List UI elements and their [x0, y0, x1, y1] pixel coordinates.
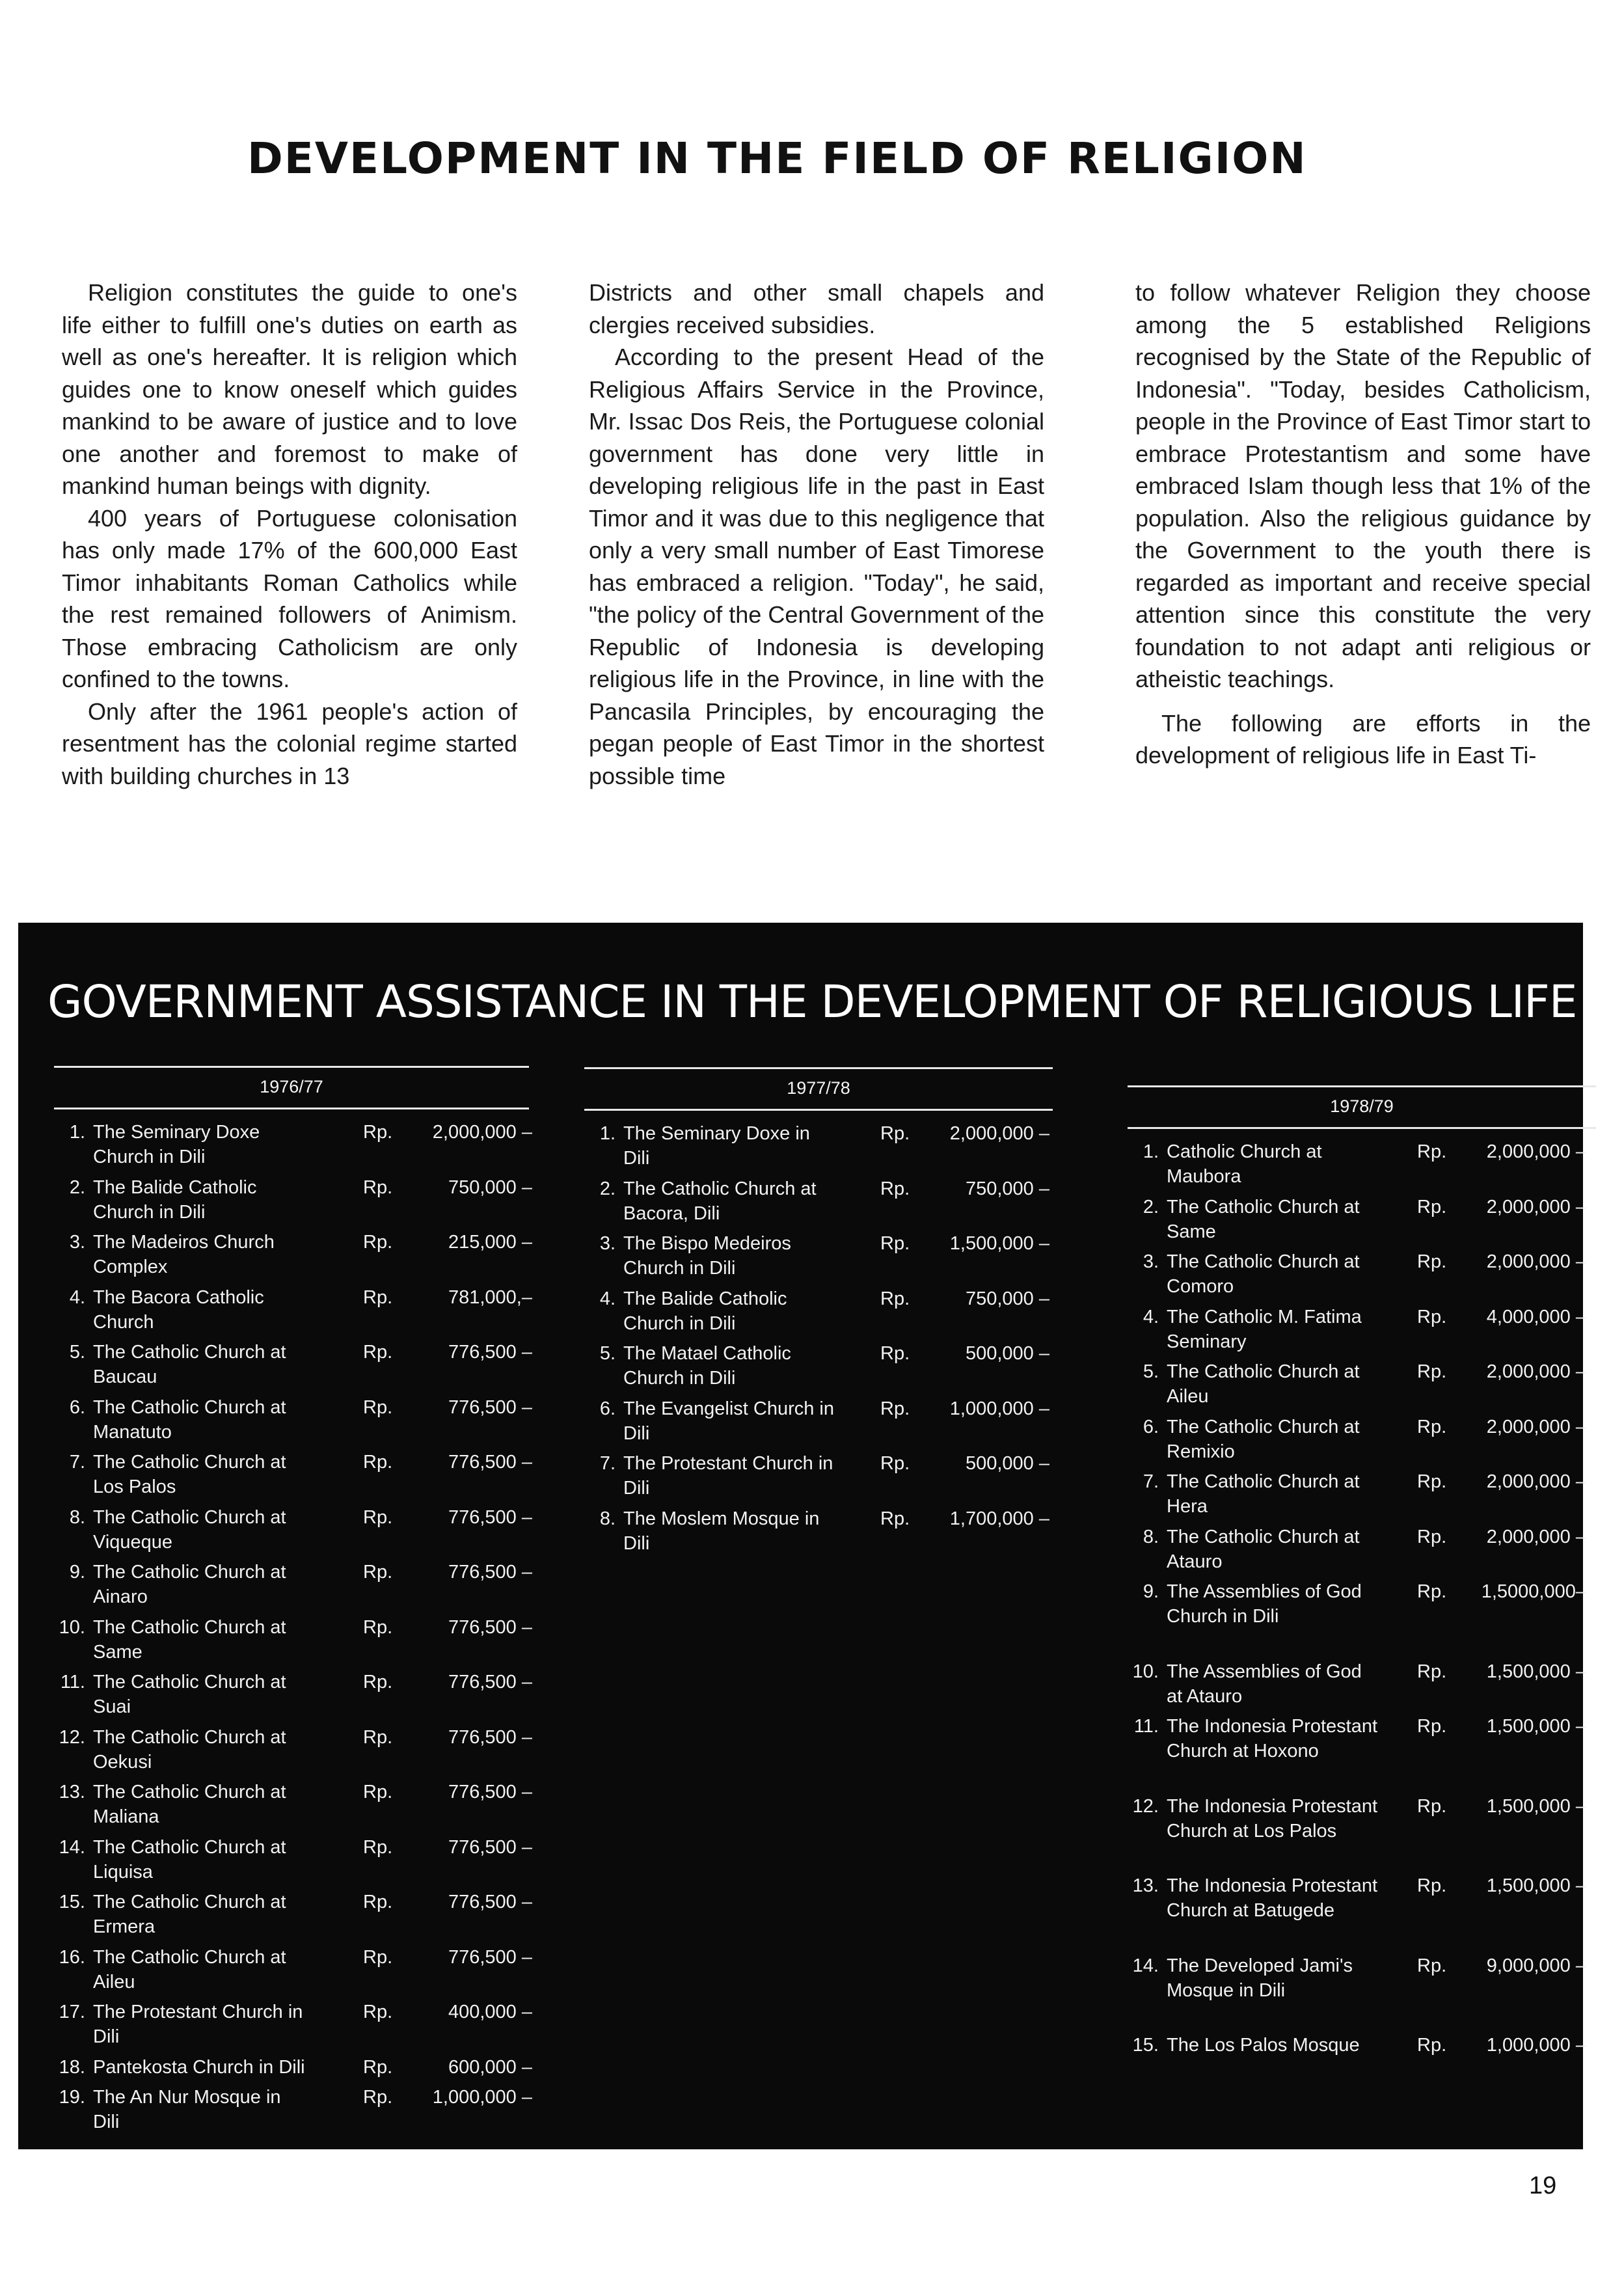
- grant-amount: 750,000 –: [448, 1176, 532, 1198]
- grant-amount: 2,000,000 –: [1486, 1196, 1586, 1217]
- recipient-name: The Catholic Church at Comoro: [1167, 1251, 1360, 1297]
- grant-entry: [1128, 1953, 1596, 2028]
- entry-number: 17.: [59, 2002, 85, 2022]
- recipient-name: The An Nur Mosque in Dili: [93, 2086, 281, 2132]
- grant-amount: 2,000,000 –: [1486, 1251, 1586, 1272]
- article-column-2: [589, 277, 1044, 792]
- grant-entry: [584, 1286, 1053, 1336]
- recipient-name: The Catholic Church at Oekusi: [93, 1726, 286, 1773]
- grant-amount: 600,000 –: [448, 2056, 532, 2078]
- recipient-name: The Matael Catholic Church in Dili: [623, 1343, 791, 1389]
- grant-entry: [54, 1615, 532, 1665]
- entry-number: 2.: [69, 1176, 85, 1198]
- grant-amount: 776,500 –: [448, 1616, 532, 1638]
- entry-number: 5.: [69, 1342, 85, 1363]
- currency-label: Rp.: [363, 2086, 393, 2108]
- recipient-name: The Evangelist Church in Dili: [623, 1398, 834, 1444]
- grant-amount: 776,500 –: [448, 1396, 532, 1418]
- grant-entry: [54, 1835, 532, 1884]
- currency-label: Rp.: [363, 1562, 393, 1583]
- entry-number: 10.: [1132, 1661, 1159, 1682]
- currency-label: Rp.: [363, 1342, 393, 1363]
- grant-entry: [1128, 1249, 1596, 1299]
- currency-label: Rp.: [1417, 1875, 1447, 1896]
- currency-label: Rp.: [880, 1123, 910, 1144]
- grant-entry: [584, 1231, 1053, 1281]
- currency-label: Rp.: [880, 1178, 910, 1199]
- currency-label: Rp.: [363, 1396, 393, 1418]
- currency-label: Rp.: [1417, 1361, 1447, 1382]
- currency-label: Rp.: [363, 1726, 393, 1748]
- currency-label: Rp.: [363, 2056, 393, 2078]
- entry-number: 3.: [599, 1233, 616, 1254]
- entry-number: 8.: [1143, 1526, 1159, 1547]
- currency-label: Rp.: [880, 1343, 910, 1364]
- grant-amount: 2,000,000 –: [1486, 1416, 1586, 1437]
- recipient-name: The Indonesia Protestant Church at Batugede: [1167, 1875, 1378, 1921]
- grant-entry: [584, 1341, 1053, 1391]
- recipient-name: The Bispo Medeiros Church in Dili: [623, 1233, 791, 1279]
- grant-amount: 1,000,000 –: [1486, 2035, 1586, 2056]
- currency-label: Rp.: [363, 1452, 393, 1473]
- grant-entry: [1128, 1794, 1596, 1868]
- entry-number: 14.: [1132, 1955, 1159, 1976]
- recipient-name: The Catholic Church at Los Palos: [93, 1452, 286, 1497]
- grant-amount: 776,500 –: [448, 1452, 532, 1473]
- currency-label: Rp.: [1417, 2035, 1447, 2056]
- currency-label: Rp.: [363, 1122, 393, 1143]
- entry-number: 7.: [599, 1453, 616, 1474]
- grant-amount: 750,000 –: [965, 1178, 1049, 1199]
- grant-entry: [54, 1945, 532, 1994]
- recipient-name: The Seminary Doxe Church in Dili: [93, 1122, 260, 1167]
- article-paragraph: The following are efforts in the development of religious life in East Ti-: [1135, 709, 1591, 768]
- currency-label: Rp.: [363, 1232, 393, 1253]
- grant-amount: 500,000 –: [965, 1453, 1049, 1474]
- currency-label: Rp.: [1417, 1251, 1447, 1272]
- grant-entry: [584, 1451, 1053, 1501]
- currency-label: Rp.: [363, 1836, 393, 1858]
- grant-entry: [54, 1560, 532, 1609]
- grant-amount: 776,500 –: [448, 1342, 532, 1363]
- grant-entry: [54, 2055, 532, 2080]
- grant-amount: 776,500 –: [448, 1836, 532, 1858]
- entry-number: 5.: [1143, 1361, 1159, 1382]
- currency-label: Rp.: [880, 1508, 910, 1529]
- grant-entry: [1128, 1659, 1596, 1709]
- entry-number: 1.: [69, 1122, 85, 1143]
- grant-entry: [54, 2085, 532, 2132]
- grant-entry: [54, 1120, 532, 1169]
- grant-entry: [1128, 1579, 1596, 1653]
- entry-number: 13.: [1132, 1875, 1159, 1896]
- grant-entry: [584, 1176, 1053, 1226]
- entry-number: 15.: [59, 1892, 85, 1912]
- recipient-name: The Protestant Church in Dili: [93, 2002, 303, 2047]
- grant-amount: 776,500 –: [448, 1782, 532, 1802]
- entry-number: 16.: [59, 1946, 85, 1968]
- grant-entry: [1128, 1525, 1596, 1574]
- grant-entry: [54, 1780, 532, 1829]
- entry-number: 4.: [1143, 1306, 1159, 1327]
- recipient-name: The Catholic Church at Ainaro: [93, 1562, 286, 1607]
- grant-entry: [1128, 1195, 1596, 1244]
- currency-label: Rp.: [1417, 1416, 1447, 1437]
- grant-amount: 2,000,000 –: [949, 1123, 1049, 1144]
- recipient-name: The Balide Catholic Church in Dili: [93, 1176, 257, 1223]
- grant-entry: [1128, 1359, 1596, 1409]
- entry-number: 1.: [1143, 1141, 1159, 1162]
- grant-entry: [1128, 1873, 1596, 1948]
- recipient-name: The Catholic Church at Atauro: [1167, 1526, 1360, 1572]
- entry-number: 5.: [599, 1343, 616, 1364]
- entry-number: 12.: [1132, 1795, 1159, 1817]
- entry-number: 19.: [59, 2086, 85, 2108]
- entry-number: 2.: [599, 1178, 616, 1199]
- recipient-name: The Catholic Church at Bacora, Dili: [623, 1178, 817, 1224]
- currency-label: Rp.: [363, 1672, 393, 1693]
- grant-entry: [1128, 1469, 1596, 1519]
- grant-amount: 776,500 –: [448, 1506, 532, 1528]
- recipient-name: The Catholic Church at Aileu: [1167, 1361, 1360, 1407]
- year-column-1977-78: [584, 1067, 1053, 1561]
- grant-amount: 1,700,000 –: [949, 1508, 1049, 1529]
- currency-label: Rp.: [1417, 1196, 1447, 1217]
- grant-amount: 776,500 –: [448, 1562, 532, 1583]
- grant-amount: 500,000 –: [965, 1343, 1049, 1364]
- entry-number: 1.: [599, 1123, 616, 1144]
- currency-label: Rp.: [363, 1616, 393, 1638]
- article-paragraph: 400 years of Portuguese colonisation has only made 17% of the 600,000 East Timor inhabitants Roman Catholics while the rest remained followers of Animism. Those embracing Catholicism are only confined to the towns.: [62, 504, 517, 692]
- article-paragraph: to follow whatever Religion they choose among the 5 established Religions recognised by the State of the Republic of Indonesia". "Today, besides Catholicism, people in the Province of East Timor start to embrace Protestantism and some have embraced Islam though less that 1% of the population. Also the religious guidance by the Government to the youth there is regarded as important and receive special attention since this constitute the very foundation to not adapt anti religious or atheistic teachings.: [1135, 279, 1591, 692]
- grant-amount: 776,500 –: [448, 1892, 532, 1912]
- year-column-1976-77: [54, 1066, 532, 2132]
- currency-label: Rp.: [1417, 1306, 1447, 1327]
- grant-entry: [1128, 1714, 1596, 1788]
- entry-number: 13.: [59, 1782, 85, 1802]
- entry-number: 10.: [59, 1616, 85, 1638]
- currency-label: Rp.: [1417, 1716, 1447, 1737]
- article-paragraph: Districts and other small chapels and clergies received subsidies.: [589, 279, 1044, 338]
- grant-entry: [54, 1230, 532, 1279]
- entry-number: 3.: [69, 1232, 85, 1253]
- entry-number: 6.: [69, 1396, 85, 1418]
- grant-entry: [1128, 1415, 1596, 1464]
- grant-amount: 2,000,000 –: [1486, 1361, 1586, 1382]
- currency-label: Rp.: [880, 1453, 910, 1474]
- grant-amount: 1,500,000 –: [949, 1233, 1049, 1254]
- grant-entry: [54, 1450, 532, 1499]
- grant-entry: [584, 1121, 1053, 1171]
- page-number: 19: [1529, 2172, 1557, 2199]
- entry-number: 8.: [69, 1506, 85, 1528]
- article-column-1: [62, 277, 517, 792]
- recipient-name: The Seminary Doxe in Dili: [623, 1123, 810, 1169]
- recipient-name: Catholic Church at Maubora: [1167, 1141, 1322, 1187]
- entry-number: 9.: [1143, 1581, 1159, 1602]
- grant-entry: [1128, 1305, 1596, 1354]
- currency-label: Rp.: [1417, 1471, 1447, 1492]
- entry-number: 18.: [59, 2056, 85, 2078]
- grant-entry: [54, 1340, 532, 1389]
- grant-entry: [1128, 2033, 1596, 2058]
- entry-number: 8.: [599, 1508, 616, 1529]
- recipient-name: The Bacora Catholic Church: [93, 1286, 264, 1333]
- grant-entry: [54, 1670, 532, 1719]
- recipient-name: The Balide Catholic Church in Dili: [623, 1288, 787, 1334]
- entry-number: 4.: [69, 1286, 85, 1308]
- recipient-name: The Indonesia Protestant Church at Hoxono: [1167, 1716, 1378, 1761]
- recipient-name: The Madeiros Church Complex: [93, 1232, 275, 1277]
- grant-amount: 2,000,000 –: [1486, 1471, 1586, 1492]
- recipient-name: The Catholic Church at Baucau: [93, 1342, 286, 1387]
- recipient-name: The Catholic Church at Maliana: [93, 1782, 286, 1827]
- currency-label: Rp.: [1417, 1581, 1447, 1602]
- grant-amount: 9,000,000 –: [1486, 1955, 1586, 1976]
- recipient-name: The Indonesia Protestant Church at Los Palos: [1167, 1795, 1378, 1842]
- currency-label: Rp.: [363, 2002, 393, 2022]
- grant-amount: 2,000,000 –: [1486, 1141, 1586, 1162]
- entry-number: 11.: [60, 1672, 85, 1693]
- article-column-3: [1135, 277, 1591, 772]
- grant-amount: 400,000 –: [448, 2002, 532, 2022]
- recipient-name: The Catholic Church at Hera: [1167, 1471, 1360, 1517]
- page-title: DEVELOPMENT IN THE FIELD OF RELIGION: [247, 133, 1307, 184]
- recipient-name: The Moslem Mosque in Dili: [623, 1508, 820, 1554]
- grant-entry: [54, 2000, 532, 2049]
- grant-amount: 2,000,000 –: [1486, 1526, 1586, 1547]
- grant-amount: 750,000 –: [965, 1288, 1049, 1309]
- entry-number: 14.: [59, 1836, 85, 1858]
- entry-number: 9.: [69, 1562, 85, 1583]
- grant-entry: [54, 1890, 532, 1939]
- grant-amount: 1,500,000 –: [1486, 1795, 1586, 1817]
- entry-number: 7.: [69, 1452, 85, 1473]
- year-header: 1977/78: [584, 1067, 1053, 1111]
- recipient-name: The Protestant Church in Dili: [623, 1453, 833, 1499]
- entry-number: 6.: [1143, 1416, 1159, 1437]
- grant-amount: 781,000,–: [448, 1286, 532, 1308]
- article-paragraph: Only after the 1961 people's action of resentment has the colonial regime started with building churches in 13: [62, 698, 517, 789]
- currency-label: Rp.: [1417, 1141, 1447, 1162]
- recipient-name: The Catholic M. Fatima Seminary: [1167, 1306, 1362, 1352]
- panel-title: GOVERNMENT ASSISTANCE IN THE DEVELOPMENT OF RELIGIOUS LIFE: [47, 976, 1577, 1028]
- currency-label: Rp.: [363, 1782, 393, 1802]
- currency-label: Rp.: [363, 1506, 393, 1528]
- grant-entry: [54, 1175, 532, 1225]
- currency-label: Rp.: [363, 1286, 393, 1308]
- grant-amount: 776,500 –: [448, 1946, 532, 1968]
- year-header: 1978/79: [1128, 1085, 1596, 1129]
- currency-label: Rp.: [1417, 1955, 1447, 1976]
- grant-entry: [54, 1285, 532, 1335]
- recipient-name: Pantekosta Church in Dili: [93, 2056, 305, 2078]
- grant-entry: [54, 1725, 532, 1774]
- year-header: 1976/77: [54, 1066, 529, 1109]
- entry-number: 2.: [1143, 1196, 1159, 1217]
- recipient-name: The Los Palos Mosque: [1167, 2035, 1360, 2056]
- recipient-name: The Catholic Church at Manatuto: [93, 1396, 286, 1443]
- recipient-name: The Catholic Church at Ermera: [93, 1892, 286, 1937]
- entry-number: 3.: [1143, 1251, 1159, 1272]
- article-paragraph: According to the present Head of the Religious Affairs Service in the Province, Mr. Issac Dos Reis, the Portuguese colonial government has done very little in developing religious life in the past in East Timor and it was due to this negligence that only a very small number of East Timorese has embraced a religion. "Today", he said, "the policy of the Central Government of the Republic of Indonesia is developing religious life in the Province, in line with the Pancasila Principles, by encouraging the pegan people of East Timor in the shortest possible time: [589, 344, 1044, 789]
- grant-amount: 776,500 –: [448, 1672, 532, 1693]
- recipient-name: The Catholic Church at Same: [1167, 1196, 1360, 1242]
- currency-label: Rp.: [880, 1233, 910, 1254]
- recipient-name: The Catholic Church at Viqueque: [93, 1506, 286, 1553]
- grant-amount: 2,000,000 –: [432, 1122, 532, 1143]
- grant-amount: 1,000,000 –: [432, 2086, 532, 2108]
- currency-label: Rp.: [363, 1176, 393, 1198]
- entry-number: 6.: [599, 1398, 616, 1419]
- entry-number: 12.: [59, 1726, 85, 1748]
- grant-amount: 776,500 –: [448, 1726, 532, 1748]
- grant-entry: [54, 1395, 532, 1445]
- entry-number: 11.: [1133, 1716, 1159, 1737]
- grant-amount: 1,500,000 –: [1486, 1875, 1586, 1896]
- grant-amount: 1,000,000 –: [949, 1398, 1049, 1419]
- entry-number: 15.: [1132, 2035, 1159, 2056]
- recipient-name: The Catholic Church at Liquisa: [93, 1836, 286, 1883]
- grant-entry: [584, 1506, 1053, 1556]
- grant-amount: 1,500,000 –: [1486, 1661, 1586, 1682]
- recipient-name: The Catholic Church at Same: [93, 1616, 286, 1663]
- currency-label: Rp.: [363, 1892, 393, 1912]
- grant-amount: 1,5000,000–: [1481, 1581, 1586, 1602]
- recipient-name: The Assemblies of God at Atauro: [1167, 1661, 1362, 1707]
- recipient-name: The Catholic Church at Aileu: [93, 1946, 286, 1992]
- grant-entry: [1128, 1139, 1596, 1189]
- currency-label: Rp.: [363, 1946, 393, 1968]
- recipient-name: The Assemblies of God Church in Dili: [1167, 1581, 1362, 1627]
- grant-entry: [584, 1396, 1053, 1446]
- recipient-name: The Catholic Church at Remixio: [1167, 1416, 1360, 1462]
- recipient-name: The Catholic Church at Suai: [93, 1672, 286, 1717]
- currency-label: Rp.: [880, 1288, 910, 1309]
- recipient-name: The Developed Jami's Mosque in Dili: [1167, 1955, 1353, 2001]
- grant-amount: 4,000,000 –: [1486, 1306, 1586, 1327]
- currency-label: Rp.: [880, 1398, 910, 1419]
- grant-entry: [54, 1505, 532, 1555]
- grant-amount: 215,000 –: [448, 1232, 532, 1253]
- currency-label: Rp.: [1417, 1661, 1447, 1682]
- currency-label: Rp.: [1417, 1526, 1447, 1547]
- year-column-1978-79: [1128, 1085, 1596, 2063]
- currency-label: Rp.: [1417, 1795, 1447, 1817]
- assistance-panel: [18, 923, 1586, 2149]
- entry-number: 7.: [1143, 1471, 1159, 1492]
- grant-amount: 1,500,000 –: [1486, 1716, 1586, 1737]
- article-paragraph: Religion constitutes the guide to one's life either to fulfill one's duties on earth as well as one's hereafter. It is religion which guides one to know oneself which guides mankind to be aware of justice and to love one another and foremost to make of mankind human beings with dignity.: [62, 279, 517, 499]
- entry-number: 4.: [599, 1288, 616, 1309]
